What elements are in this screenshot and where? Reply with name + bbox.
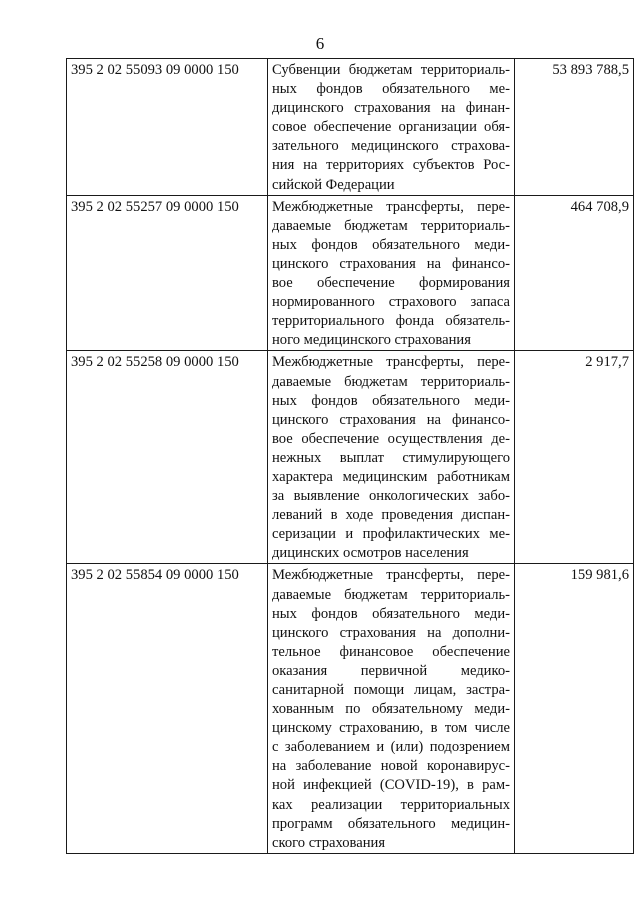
description-cell — [268, 351, 515, 564]
description-line: совое обеспечение организации обя- — [272, 119, 510, 136]
table-body — [67, 59, 634, 854]
description-line: характера медицинским работникам — [272, 468, 510, 485]
table-row — [67, 351, 634, 564]
description-line: программ обязательного медицин- — [272, 815, 510, 832]
description-line: ния на территориях субъектов Рос- — [272, 157, 510, 174]
table-row — [67, 564, 634, 853]
description-line: ского страхования — [272, 834, 386, 851]
table-row — [67, 59, 634, 196]
amount-cell: 2 917,7 — [515, 351, 634, 564]
description-line: за выявление онкологических забо- — [272, 488, 510, 505]
description-line: ных фондов обязательного ме- — [272, 81, 510, 98]
description-line: с заболеванием и (или) подозрением — [272, 739, 510, 756]
description-line: зательного медицинского страхова- — [272, 138, 510, 155]
description-cell — [268, 59, 515, 196]
description-line: ного медицинского страхования — [272, 332, 471, 349]
description-line: дицинских осмотров населения — [272, 545, 469, 562]
description-line: сийской Федерации — [272, 176, 395, 193]
description-line: вое обеспечение формирования — [272, 275, 510, 292]
description-line: хованным по обязательному меди- — [272, 701, 510, 718]
budget-code-cell: 395 2 02 55257 09 0000 150 — [67, 195, 268, 351]
page-number: 6 — [315, 34, 325, 53]
description-line: цинского страхования на финансо- — [272, 411, 510, 428]
description-line: даваемые бюджетам территориаль- — [272, 586, 510, 603]
budget-code-cell: 395 2 02 55854 09 0000 150 — [67, 564, 268, 853]
description-line: на заболевание новой коронавирус- — [272, 758, 510, 775]
amount-cell: 53 893 788,5 — [515, 59, 634, 196]
description-line: даваемые бюджетам территориаль- — [272, 373, 510, 390]
description-line: оказания первичной медико- — [272, 662, 510, 679]
description-line: нежных выплат стимулирующего — [272, 449, 510, 466]
description-cell — [268, 195, 515, 351]
description-line: ных фондов обязательного меди- — [272, 605, 510, 622]
description-line: дицинского страхования на финан- — [272, 100, 510, 117]
description-line: даваемые бюджетам территориаль- — [272, 217, 510, 234]
description-line: Межбюджетные трансферты, пере- — [272, 354, 510, 371]
table-row — [67, 195, 634, 351]
budget-code-cell: 395 2 02 55093 09 0000 150 — [67, 59, 268, 196]
budget-table — [66, 58, 634, 854]
description-line: вое обеспечение осуществления де- — [272, 430, 510, 447]
budget-code-cell: 395 2 02 55258 09 0000 150 — [67, 351, 268, 564]
description-line: Межбюджетные трансферты, пере- — [272, 198, 510, 215]
description-line: санитарной помощи лицам, застра- — [272, 682, 510, 698]
description-line: ных фондов обязательного меди- — [272, 236, 510, 253]
description-line: леваний в ходе проведения диспан- — [272, 507, 510, 524]
description-line: ках реализации территориальных — [272, 796, 510, 813]
description-line: Субвенции бюджетам территориаль- — [272, 62, 510, 78]
description-line: цинскому страхованию, в том числе — [272, 720, 510, 737]
description-line: тельное финансовое обеспечение — [272, 643, 510, 660]
amount-cell: 159 981,6 — [515, 564, 634, 853]
description-line: цинского страхования на дополни- — [272, 624, 510, 641]
description-line: нормированного страхового запаса — [272, 294, 510, 311]
description-cell — [268, 564, 515, 853]
description-line: цинского страхования на финансо- — [272, 255, 510, 272]
description-line: Межбюджетные трансферты, пере- — [272, 567, 510, 584]
amount-cell: 464 708,9 — [515, 195, 634, 351]
description-line: территориального фонда обязатель- — [272, 313, 510, 330]
description-line: ной инфекцией (COVID-19), в рам- — [272, 777, 510, 794]
description-line: ных фондов обязательного меди- — [272, 392, 510, 409]
description-line: серизации и профилактических ме- — [272, 526, 510, 543]
